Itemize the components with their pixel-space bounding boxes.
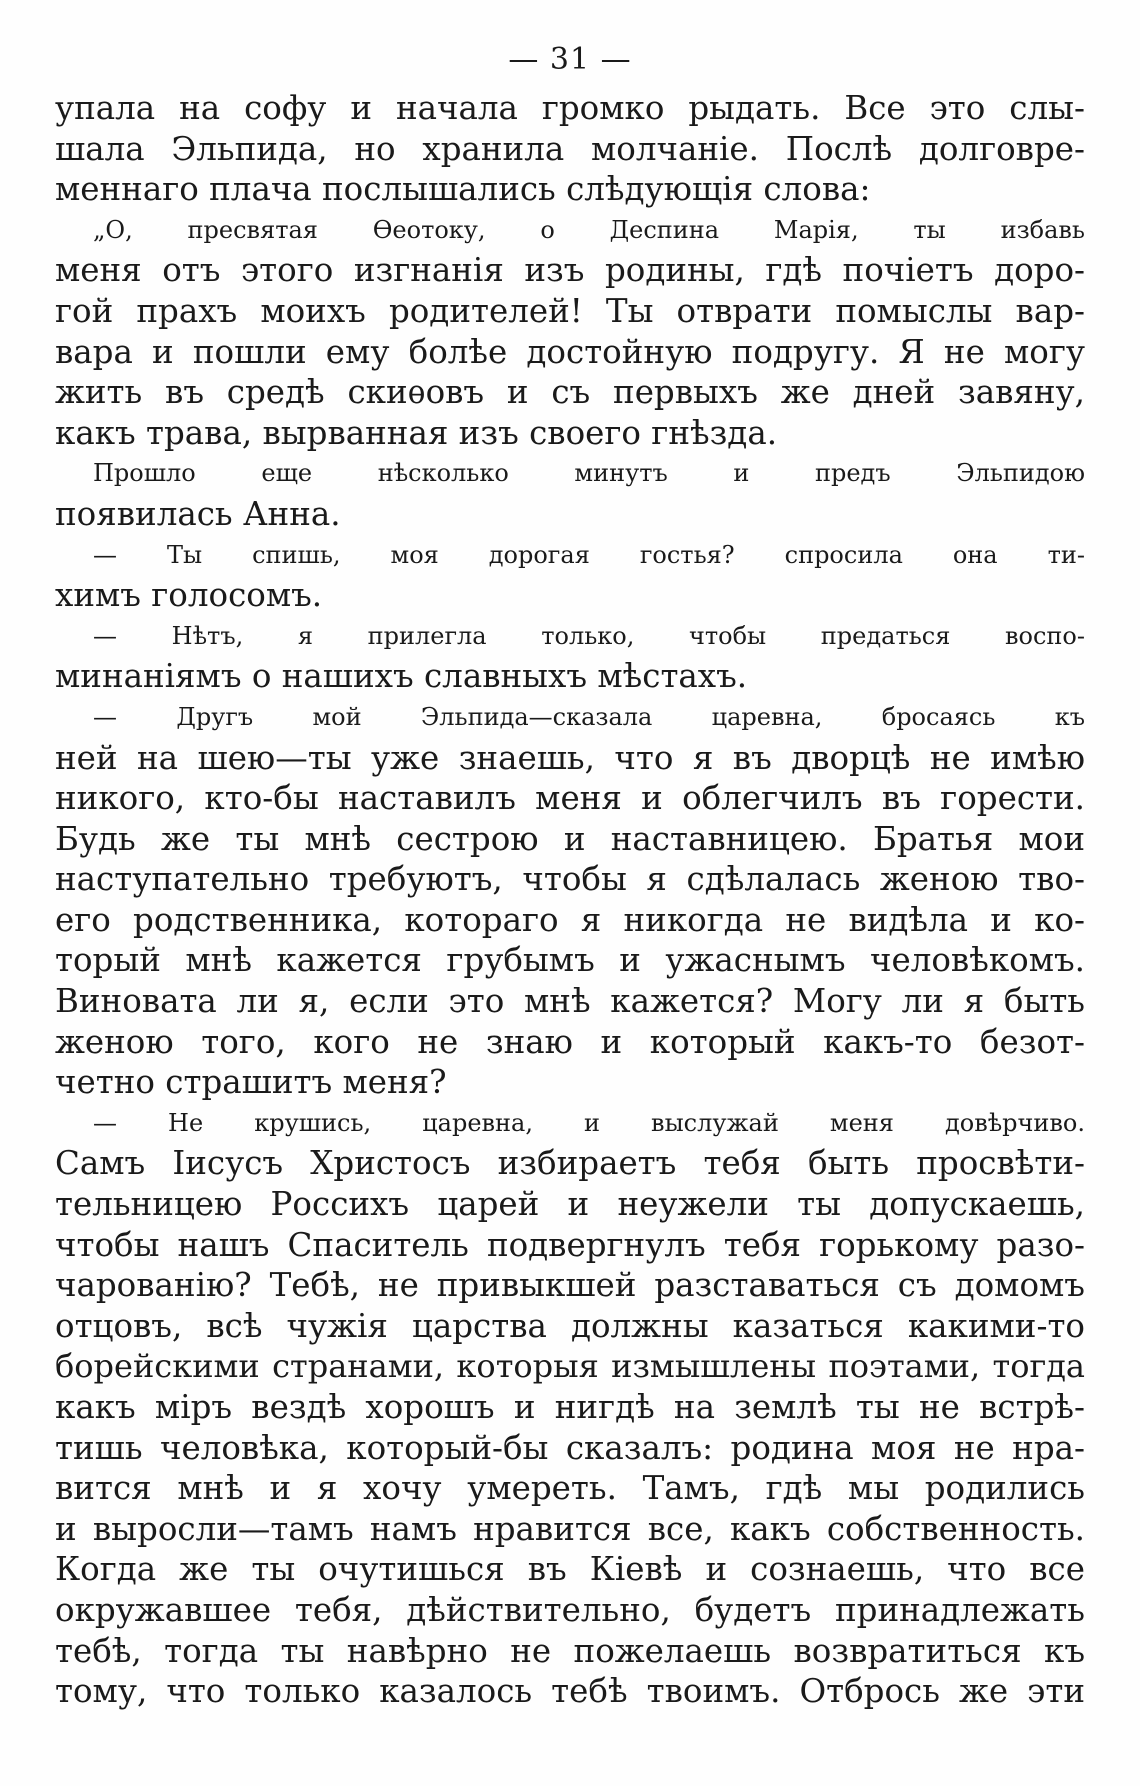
text-line: „О, пресвятая Ѳеотоку, о Деспина Марія, ты избавь <box>93 215 1085 244</box>
text-line: вится мнѣ и я хочу умереть. Тамъ, гдѣ мы родились <box>55 1469 1085 1508</box>
text-line: четно страшитъ меня? <box>55 1063 447 1102</box>
text-line: — Другъ мой Эльпида—сказала царевна, бросаясь къ <box>93 702 1085 731</box>
text-line: гой прахъ моихъ родителей! Ты отврати помыслы вар- <box>55 291 1085 330</box>
text-line: тебѣ, тогда ты навѣрно не пожелаешь возвратиться къ <box>55 1631 1085 1670</box>
text-line: появилась Анна. <box>55 494 341 533</box>
text-line: чарованію? Тебѣ, не привыкшей разставаться съ домомъ <box>55 1266 1085 1305</box>
text-line: минаніямъ о нашихъ славныхъ мѣстахъ. <box>55 657 748 696</box>
text-line: химъ голосомъ. <box>55 576 323 615</box>
text-line: Будь же ты мнѣ сестрою и наставницею. Братья мои <box>55 819 1085 858</box>
text-line: его родственника, котораго я никогда не видѣла и ко- <box>55 900 1085 939</box>
text-line: отцовъ, всѣ чужія царства должны казаться какими-то <box>55 1306 1085 1345</box>
text-line: женою того, кого не знаю и который какъ-то безот- <box>55 1022 1085 1061</box>
text-line: — Нѣтъ, я прилегла только, чтобы предаться воспо- <box>93 621 1085 650</box>
text-line: окружавшее тебя, дѣйствительно, будетъ принадлежать <box>55 1590 1085 1629</box>
text-line: ней на шею—ты уже знаешь, что я въ дворцѣ не имѣю <box>55 738 1085 777</box>
text-line: какъ трава, вырванная изъ своего гнѣзда. <box>55 413 778 452</box>
text-line: упала на софу и начала громко рыдать. Все это слы- <box>55 89 1085 127</box>
text-line: наступательно требуютъ, чтобы я сдѣлалась женою тво- <box>55 860 1085 899</box>
text-line: борейскими странами, которыя измышлены поэтами, тогда <box>55 1347 1085 1386</box>
text-line: какъ міръ вездѣ хорошъ и нигдѣ на землѣ ты не встрѣ- <box>55 1388 1085 1426</box>
page-body-text <box>55 88 1085 1712</box>
text-line: шала Эльпида, но хранила молчаніе. Послѣ долговре- <box>55 129 1085 168</box>
text-line: Прошло еще нѣсколько минутъ и предъ Эльпидою <box>93 459 1085 488</box>
text-line: тельницею Россихъ царей и неужели ты допускаешь, <box>55 1185 1085 1224</box>
text-line: меннаго плача послышались слѣдующія слова: <box>55 170 871 209</box>
text-line: никого, кто-бы наставилъ меня и облегчилъ въ горести. <box>55 779 1085 818</box>
text-line: чтобы нашъ Спаситель подвергнулъ тебя горькому разо- <box>55 1225 1085 1264</box>
text-line: Когда же ты очутишься въ Кіевѣ и сознаешь, что все <box>55 1550 1085 1589</box>
text-line: тишь человѣка, который-бы сказалъ: родина моя не нра- <box>55 1428 1085 1467</box>
page-number: — 31 — <box>508 42 632 77</box>
text-line: жить въ средѣ скиѳовъ и съ первыхъ же дней завяну, <box>55 373 1085 412</box>
text-line: тому, что только казалось тебѣ твоимъ. Отбрось же эти <box>55 1672 1085 1711</box>
text-line: и выросли—тамъ намъ нравится все, какъ собственность. <box>55 1509 1085 1548</box>
text-line: Виновата ли я, если это мнѣ кажется? Могу ли я быть <box>55 982 1085 1021</box>
text-line: меня отъ этого изгнанія изъ родины, гдѣ почіетъ доро- <box>55 251 1085 290</box>
text-line: — Ты спишь, моя дорогая гостья? спросила она ти- <box>93 540 1085 569</box>
text-line: торый мнѣ кажется грубымъ и ужаснымъ человѣкомъ. <box>55 941 1085 980</box>
text-line: вара и пошли ему болѣе достойную подругу. Я не могу <box>55 332 1085 371</box>
text-line: — Не крушись, царевна, и выслужай меня довѣрчиво. <box>93 1108 1085 1137</box>
text-line: Самъ Іисусъ Христосъ избираетъ тебя быть просвѣти- <box>55 1144 1085 1183</box>
